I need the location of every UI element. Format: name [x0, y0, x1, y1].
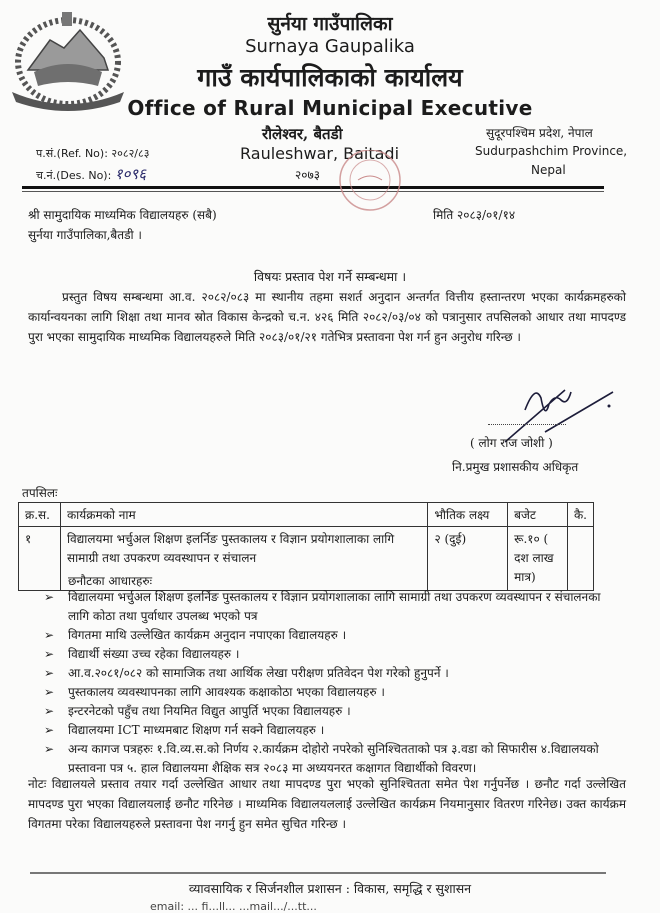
arrow-bullet-icon: ➢ [44, 647, 55, 661]
province-ne: सुदूरपश्चिम प्रदेश, नेपाल [486, 126, 593, 140]
des-label: च.नं.(Des. No): [36, 169, 115, 182]
list-item: ➢ विगतमा माथि उल्लेखित कार्यक्रम अनुदान नपाएका विद्यालयहरु । [44, 626, 604, 645]
header-divider-thin [22, 191, 604, 192]
note-text: नोटः विद्यालयले प्रस्ताव तयार गर्दा उल्लेखित आधार तथा मापदण्ड पुरा भएको सुनिश्चितता समेत पेश गर्नुपर्नेछ । छनौट गर्दा उल्लेखित मापदण्ड पुरा भएका विद्यालयलाई छनौट गरिनेछ । माध्यमिक विद्यालयललाई उल्लेखित कार्यक्रम नियमानुसार वितरण गरिनेछ। उक्त कार्यक्रम विगतमा परेका विद्यालयहरुले प्रस्तावना पेश नगर्नु हुन समेत सुचित गरिन्छ । [28, 777, 626, 831]
official-stamp-icon [320, 150, 420, 220]
location-en: Rauleshwar, Baitadi [240, 144, 400, 163]
list-item: ➢ इन्टरनेटको पहुँच तथा नियमित विद्युत आपुर्ति भएका विद्यालयहरु । [44, 702, 604, 721]
addressee-line-2: सुर्नया गाउँपालिका,बैतडी । [28, 228, 142, 242]
des-value: १०९६ [114, 165, 146, 183]
ref-label: प.सं.(Ref. No): [36, 147, 112, 160]
country-en: Nepal [531, 163, 566, 177]
signatory-name: ( लोग राज जोशी ) [470, 436, 553, 450]
letter-body: प्रस्तुत विषय सम्बन्धमा आ.व. २०८२/०८३ मा स्थानीय तहमा सशर्त अनुदान अन्तर्गत वित्तीय हस्तान्तरण भएका कार्यक्रमहरुको कार्यान्वयनका लागि शिक्षा तथा मानव स्रोत विकास केन्द्रको च.न. ४२६ मिति २०८२/०३/०४ को पत्रानुसार तपसिलको आधार तथा मापदण्ड पुरा भएका सामुदायिक माध्यमिक विद्यालयहरुले मिति २०८३/०१/२१ गतेभित्र प्रस्तावना पेश गर्न हुन अनुरोध गरिन्छ । [28, 290, 626, 344]
header-remarks: कै. [567, 503, 593, 527]
arrow-bullet-icon: ➢ [44, 590, 55, 604]
footer-motto: व्यावसायिक र सिर्जनशील प्रशासन : विकास, समृद्धि र सुशासन [188, 881, 472, 896]
arrow-bullet-icon: ➢ [44, 723, 55, 737]
location-ne: रौलेश्वर, बैतडी [262, 125, 343, 143]
dispatch-number [36, 164, 146, 184]
list-item: ➢ विद्यार्थी संख्या उच्च रहेका विद्यालयहरु । [44, 645, 604, 664]
list-item: ➢ विद्यालयमा भर्चुअल शिक्षण इलर्निङ पुस्तकालय र विज्ञान प्रयोगशालाका लागि सामाग्री तथा उपकरण व्यवस्थापन र संचालनका लागि कोठा तथा पुर्वाधार उपलब्ध भएको पत्र [44, 590, 601, 623]
arrow-bullet-icon: ➢ [44, 666, 55, 680]
cell-budget: रू.१० ( दश लाख मात्र) [508, 527, 568, 591]
arrow-bullet-icon: ➢ [44, 685, 55, 699]
letter-subject: विषयः प्रस्ताव पेश गर्ने सम्बन्धमा । [253, 269, 407, 284]
footer-contact: email: ... fi...ll... ...mail.../...tt... [150, 900, 317, 913]
reference-number [36, 146, 149, 161]
cell-target: २ (दुई) [428, 527, 508, 591]
ref-value: २०८२/८३ [111, 147, 150, 160]
header-sn: क्र.स. [19, 503, 61, 527]
municipality-name-ne: सुर्नया गाउँपालिका [267, 13, 393, 35]
list-item: ➢ अन्य कागज पत्रहरुः १.वि.व्य.स.को निर्णय २.कार्यक्रम दोहोरो नपरेको सुनिश्चितताको पत्र ३.वडा को सिफारीस ४.विद्यालयको प्रस्तावना पत्र ५. हाल विद्यालयमा शैक्षिक सत्र २०८३ मा अध्ययनरत कक्षागत विद्यार्थीको विवरण। [44, 742, 599, 775]
header-budget: बजेट [508, 503, 568, 527]
criteria-list [44, 588, 604, 778]
municipality-name-en: Surnaya Gaupalika [245, 36, 415, 57]
list-item: ➢ विद्यालयमा ICT माध्यमबाट शिक्षण गर्न सक्ने विद्यालयहरु । [44, 721, 604, 740]
cell-remarks [567, 527, 593, 591]
table-header-row [19, 503, 594, 527]
province-en: Sudurpashchim Province, [475, 144, 628, 158]
footer-divider [30, 872, 606, 874]
arrow-bullet-icon: ➢ [44, 704, 55, 718]
criteria-title: छनौटका आधारहरुः [68, 574, 152, 588]
signatory-title: नि.प्रमुख प्रशासकीय अधिकृत [452, 460, 579, 474]
arrow-bullet-icon: ➢ [44, 742, 55, 756]
cell-sn: १ [19, 527, 61, 591]
signature-line [488, 424, 566, 425]
office-title-en: Office of Rural Municipal Executive [127, 96, 533, 120]
header-program: कार्यक्रमको नाम [60, 503, 427, 527]
schedule-label: तपसिलः [22, 486, 58, 500]
office-title-ne: गाउँ कार्यपालिकाको कार्यालय [197, 63, 463, 92]
header-target: भौतिक लक्ष्य [428, 503, 508, 527]
established-year: २०७३ [295, 168, 320, 182]
list-item: ➢ पुस्तकालय व्यवस्थापनका लागि आवश्यक कक्षाकोठा भएका विद्यालयहरु । [44, 683, 604, 702]
list-item: ➢ आ.व.२०८१/०८२ को सामाजिक तथा आर्थिक लेखा परीक्षण प्रतिवेदन पेश गरेको हुनुपर्ने । [44, 664, 604, 683]
arrow-bullet-icon: ➢ [44, 628, 55, 642]
cell-program: विद्यालयमा भर्चुअल शिक्षण इलर्निङ पुस्तकालय र विज्ञान प्रयोगशालाका लागि सामाग्री तथा उपकरण व्यवस्थापन र संचालन [60, 527, 427, 591]
addressee-line-1: श्री सामुदायिक माध्यमिक विद्यालयहरु (सबै) [28, 208, 217, 222]
letter-date: मिति २०८३/०१/१४ [433, 208, 516, 222]
header-divider [22, 186, 604, 189]
